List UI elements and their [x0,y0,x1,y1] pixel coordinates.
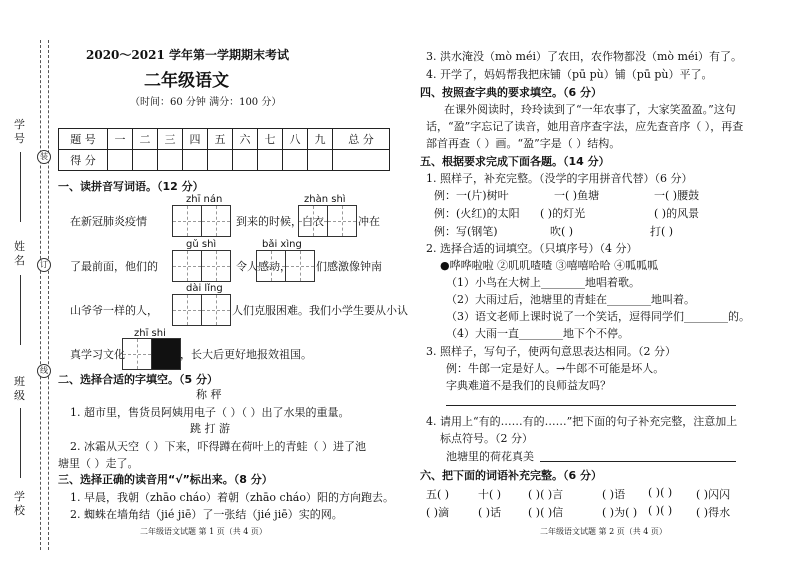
score-cell[interactable] [233,150,258,171]
section-5-title: 五、根据要求完成下面各题。（14 分） [420,155,610,168]
fill-sentence[interactable]: （4）大雨一直________地下个不停。 [446,327,629,340]
question-text: 4. 开学了，妈妈帮我把床铺（pū pù）铺（pū pù）平了。 [426,68,713,81]
score-header-cell: 四 [183,129,208,150]
idiom-blank[interactable]: 五( ) [426,488,450,501]
idiom-blank[interactable]: 十( ) [478,488,502,501]
pinyin-box[interactable] [172,250,231,282]
binding-dashed-line [48,40,49,550]
score-cell[interactable] [158,150,183,171]
text-line: 在新冠肺炎疫情 [70,215,147,228]
score-header-cell: 二 [133,129,158,150]
binding-ring: 线 [37,364,51,378]
score-cell[interactable] [283,150,308,171]
score-header-cell: 九 [308,129,333,150]
text-line: 们感激像钟南 [316,260,382,273]
prompt-sentence: 字典难道不是我们的良师益友吗？ [446,379,611,392]
fill-sentence[interactable]: （1）小鸟在大树上________地唱着歌。 [446,276,640,289]
char-options: 称 秤 [196,388,222,401]
word-options: ●哗哗啦啦 ②叽叽喳喳 ③嘻嘻哈哈 ④呱呱呱 [440,259,659,272]
binding-ring: 订 [37,258,51,272]
pinyin-label: zhàn shì [304,194,346,205]
question-text: 3. 洪水淹没（mò méi）了农田，农作物都没（mò méi）有了。 [426,50,743,63]
class-label: 班级 [14,375,25,402]
text-line: 了最前面，他们的 [70,260,158,273]
pinyin-label: gǔ shì [186,239,217,250]
section-1-title: 一、读拼音写词语。（12 分） [58,180,204,193]
paragraph-line: 部首再查（ ）画。“盈”字是（ ）结构。 [426,137,621,150]
class-field[interactable] [20,408,21,478]
school-label: 学校 [14,490,25,517]
fill-item[interactable]: 吹( ) [550,225,574,238]
binding-ring: 装 [37,150,51,164]
page-footer: 二年级语文试题 第 2 页（共 4 页） [540,527,667,536]
fill-item[interactable]: 一( )腰鼓 [654,189,700,202]
question-text: 2. 冰霜从天空（ ）下来，吓得蹲在荷叶上的青蛙（ ）进了池 [70,440,366,453]
question-text: 4. 请用上“有的……有的……”把下面的句子补充完整，注意加上 [426,415,738,428]
pinyin-label: zhī nán [186,194,223,205]
exam-subject-title: 二年级语文 [144,71,229,91]
score-cell[interactable] [333,150,390,171]
text-line: 令人感动， [236,260,291,273]
section-2-title: 二、选择合适的字填空。（5 分） [58,373,218,386]
question-text: 2. 蜘蛛在墙角结（jié jiē）了一张结（jié jiē）实的网。 [70,508,343,521]
text-line: 到来的时候，白衣 [236,215,324,228]
pinyin-label: zhī shi [134,328,166,339]
score-cell[interactable] [133,150,158,171]
pinyin-box[interactable] [172,294,231,326]
fill-item[interactable]: 打( ) [650,225,674,238]
score-header-cell: 六 [233,129,258,150]
text-line: 人们克服困难。我们小学生要从小认 [232,304,408,317]
score-header-cell: 五 [208,129,233,150]
example-item: 例：(火红)的太阳 [434,207,520,220]
student-no-field[interactable] [20,152,21,222]
score-cell[interactable] [183,150,208,171]
fill-item[interactable]: ( )的风景 [654,207,700,220]
score-header-cell: 三 [158,129,183,150]
section-6-title: 六、把下面的词语补充完整。（6 分） [420,469,602,482]
pinyin-label: dài lǐng [186,283,223,294]
text-line: ，长大后更好地报效祖国。 [180,348,312,361]
score-cell[interactable] [308,150,333,171]
exam-time-info: （时间：60 分钟 满分：100 分） [130,97,282,108]
idiom-blank[interactable]: ( )为( ) [602,506,638,519]
fill-item[interactable]: 一( )鱼塘 [554,189,600,202]
example-sentence: 例：牛郎一定是好人。→牛郎不可能是坏人。 [446,362,665,375]
score-cell[interactable] [108,150,133,171]
score-header-cell: 七 [258,129,283,150]
page-footer: 二年级语文试题 第 1 页（共 4 页） [140,527,267,536]
score-header-cell: 八 [283,129,308,150]
exam-year-title: 2020～2021 学年第一学期期末考试 [86,48,289,62]
section-4-title: 四、按照查字典的要求填空。（6 分） [420,86,602,99]
question-text: 3. 照样子，写句子，使两句意思表达相同。（2 分） [426,345,676,358]
idiom-blank[interactable]: ( )( ) [648,504,673,517]
idiom-blank[interactable]: ( )( )言 [528,488,564,501]
pinyin-label: bǎi xìng [262,239,302,250]
char-options: 跳 打 游 [190,422,230,435]
idiom-blank[interactable]: ( )( ) [648,486,673,499]
score-header-cell: 一 [108,129,133,150]
idiom-blank[interactable]: ( )语 [602,488,626,501]
student-no-label: 学号 [14,118,25,145]
example-item: 例：一(片)树叶 [434,189,509,202]
question-text: 1. 超市里，售货员阿姨用电子（ ）（ ）出了水果的重量。 [70,406,350,419]
score-header-cell: 总 分 [333,129,390,150]
fill-sentence[interactable]: （2）大雨过后，池塘里的青蛙在________地叫着。 [446,293,695,306]
name-field[interactable] [20,275,21,345]
section-3-title: 三、选择正确的读音用“√”标出来。（8 分） [58,473,273,486]
text-line: 真学习文化 [70,348,125,361]
example-item: 例：写(钢笔) [434,225,498,238]
paragraph-line: 话，“盈”字忘记了读音，她用音序查字法，应先查音序（ ），再查 [426,120,744,133]
score-row-label: 得 分 [59,150,108,171]
text-line: 山爷爷一样的人， [70,304,158,317]
binding-dashed-line [40,40,41,550]
paragraph-line: 在课外阅读时，玲玲读到了“一年农事了，大家笑盈盈。”这句 [444,103,736,116]
question-text: 1. 早晨，我朝（zhāo cháo）着朝（zhāo cháo）阳的方向跑去。 [70,491,394,504]
question-text: 1. 照样子，补充完整。（没学的字用拼音代替）（6 分） [426,172,693,185]
prompt-sentence: 池塘里的荷花真美 [446,450,534,463]
idiom-blank[interactable]: ( )话 [478,506,502,519]
idiom-blank[interactable]: ( )得水 [696,506,731,519]
answer-line[interactable] [540,461,736,462]
text-line: 冲在 [358,215,380,228]
pinyin-box[interactable] [256,250,315,282]
question-text: 2. 选择合适的词填空。（只填序号）（4 分） [426,242,638,255]
fill-sentence[interactable]: （3）语文老师上课时说了一个笑话，逗得同学们________的。 [446,310,750,323]
question-text: 塘里（ ）走了。 [58,457,139,470]
answer-line[interactable] [446,405,736,406]
question-text: 标点符号。（2 分） [440,432,533,445]
name-label: 姓名 [14,240,25,267]
pinyin-box[interactable] [172,205,231,237]
idiom-blank[interactable]: ( )滴 [426,506,450,519]
pinyin-box[interactable] [298,205,357,237]
idiom-blank[interactable]: ( )闪闪 [696,488,731,501]
idiom-blank[interactable]: ( )( )信 [528,506,564,519]
fill-item[interactable]: ( )的灯光 [540,207,586,220]
score-cell[interactable] [208,150,233,171]
score-header-cell: 题 号 [59,129,108,150]
pinyin-box[interactable] [122,338,181,370]
score-table [58,128,390,171]
score-cell[interactable] [258,150,283,171]
